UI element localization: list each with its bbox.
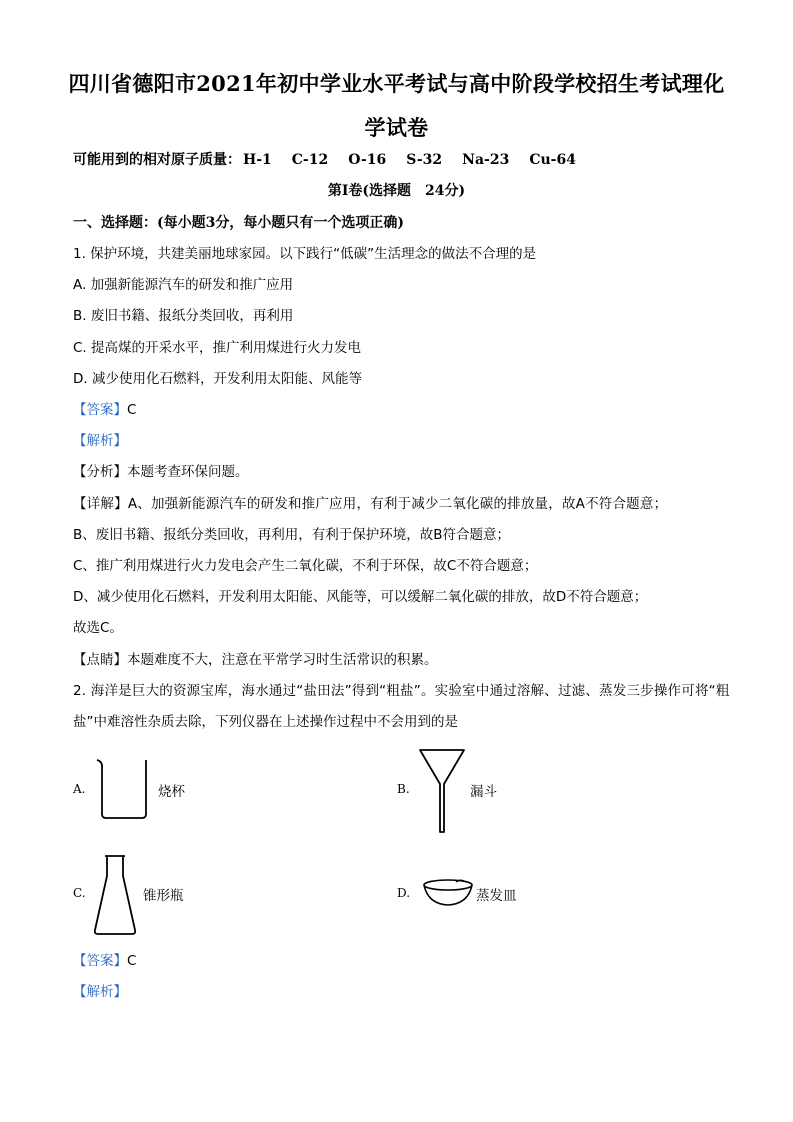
q1-detail-b: B、废旧书籍、报纸分类回收，再利用，有利于保护环境，故B符合题意； <box>73 527 511 543</box>
atomic-mass-line <box>73 150 733 170</box>
conical-flask-icon <box>93 854 137 936</box>
answer-value: C <box>127 953 137 969</box>
beaker-icon <box>95 758 155 820</box>
fenxi-tag: 【分析】 <box>73 464 127 480</box>
atomic-mass-label: 可能用到的相对原子质量： <box>73 152 241 168</box>
q2-stem-line2: 盐”中难溶性杂质去除，下列仪器在上述操作过程中不会用到的是 <box>73 714 458 730</box>
q2-analysis-heading <box>73 982 733 1002</box>
evaporating-dish-icon <box>422 878 474 908</box>
mass-h: H-1 <box>243 152 272 168</box>
mass-na: Na-23 <box>462 152 510 168</box>
mass-c: C-12 <box>291 152 329 168</box>
answer-tag: 【答案】 <box>73 953 127 969</box>
q2-option-a-label: 烧杯 <box>158 784 185 800</box>
answer-tag: 【答案】 <box>73 402 127 418</box>
q2-option-a-letter: A. <box>73 782 86 796</box>
page-title-line2: 学试卷 <box>364 115 429 140</box>
q1-stem: 1. 保护环境，共建美丽地球家园。以下践行“低碳”生活理念的做法不合理的是 <box>73 246 537 262</box>
mass-o: O-16 <box>348 152 387 168</box>
q1-detail-d: D、减少使用化石燃料，开发利用太阳能、风能等，可以缓解二氧化碳的排放，故D不符合题意； <box>73 589 648 605</box>
q2-stem-line1: 2. 海洋是巨大的资源宝库，海水通过“盐田法”得到“粗盐”。实验室中通过溶解、过滤、蒸发三步操作可将“粗 <box>73 683 730 699</box>
q2-option-c-letter: C. <box>73 886 86 900</box>
page-title-line1: 四川省德阳市2021年初中学业水平考试与高中阶段学校招生考试理化 <box>68 71 725 96</box>
answer-value: C <box>127 402 137 418</box>
analysis-tag: 【解析】 <box>73 433 127 449</box>
comment-tag: 【点睛】 <box>73 652 127 668</box>
mass-cu: Cu-64 <box>529 152 576 168</box>
q1-answer <box>73 400 733 420</box>
q1-fenxi <box>73 462 733 482</box>
q2-option-d-label: 蒸发皿 <box>476 888 517 904</box>
q1-option-c: C. 提高煤的开采水平，推广利用煤进行火力发电 <box>73 340 362 356</box>
q1-conclusion: 故选C。 <box>73 620 123 636</box>
q1-detail-a <box>73 494 733 514</box>
q1-option-a: A. 加强新能源汽车的研发和推广应用 <box>73 277 294 293</box>
analysis-tag: 【解析】 <box>73 984 127 1000</box>
mass-s: S-32 <box>406 152 443 168</box>
q1-detail-c: C、推广利用煤进行火力发电会产生二氧化碳，不利于环保，故C不符合题意； <box>73 558 538 574</box>
q1-option-d: D. 减少使用化石燃料，开发利用太阳能、风能等 <box>73 371 362 387</box>
fenxi-text: 本题考查环保问题。 <box>127 464 249 480</box>
q2-option-b-label: 漏斗 <box>470 784 497 800</box>
q2-option-d-letter: D. <box>397 886 411 900</box>
section-header: 第Ⅰ卷(选择题 24分) <box>327 183 466 199</box>
funnel-icon <box>418 748 466 834</box>
q2-option-c-label: 锥形瓶 <box>143 888 184 904</box>
q2-answer <box>73 951 733 971</box>
detail-line-a: A、加强新能源汽车的研发和推广应用，有利于减少二氧化碳的排放量，故A不符合题意； <box>127 496 668 512</box>
q1-option-b: B. 废旧书籍、报纸分类回收，再利用 <box>73 308 294 324</box>
part-one-heading: 一、选择题：(每小题3分，每小题只有一个选项正确) <box>73 215 404 231</box>
q1-comment <box>73 650 733 670</box>
q2-option-b-letter: B. <box>397 782 410 796</box>
detail-tag: 【详解】 <box>73 496 128 512</box>
comment-text: 本题难度不大，注意在平常学习时生活常识的积累。 <box>127 652 438 668</box>
q1-analysis-heading <box>73 431 733 451</box>
